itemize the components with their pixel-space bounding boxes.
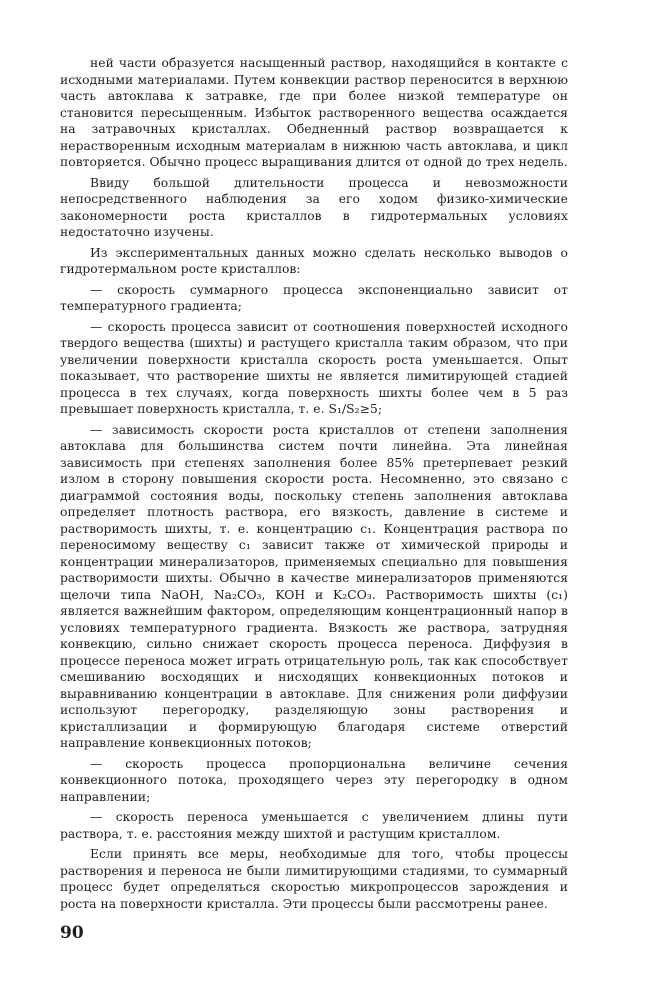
paragraph-9: Если принять все меры, необходимые для того, чтобы процессы растворения и переноса не были лимитирующими стадиями, то суммарный процесс будет определяться скоростью микропроцессов зарождения и роста на поверхности кристалла. Эти процессы были рассмотрены ранее. xyxy=(60,847,568,911)
paragraph-2: Ввиду большой длительности процесса и невозможности непосредственного наблюдения за его ходом физико-химические закономерности роста кристаллов в гидротермальных условиях недостаточно изучены. xyxy=(60,175,568,239)
page-number: 90 xyxy=(60,923,84,943)
paragraph-1: ней части образуется насыщенный раствор, находящийся в контакте с исходными материалами. Путем конвекции раствор переносится в верхнюю часть автоклава к затравке, где при более низкой температуре он становится пересыщенным. Избыток растворенного вещества осаждается на затравочных кристаллах. Обедненный раствор возвращается к нерастворенным исходным материалам в нижнюю часть автоклава, и цикл повторяется. Обычно процесс выращивания длится от одной до трех недель. xyxy=(60,56,568,169)
paragraph-3: Из экспериментальных данных можно сделать несколько выводов о гидротермальном росте кристаллов: xyxy=(60,245,568,276)
paragraph-5: — скорость процесса зависит от соотношения поверхностей исходного твердого вещества (шихты) и растущего кристалла таким образом, что при увеличении поверхности кристалла скорость роста уменьшается. Опыт показывает, что растворение шихты не является лимитирующей стадией процесса в тех случаях, когда поверхность шихты более чем в 5 раз превышает поверхность кристалла, т. е. S₁/S₂≥5; xyxy=(60,319,568,416)
book-page xyxy=(60,55,568,985)
paragraph-6: — зависимость скорости роста кристаллов от степени заполнения автоклава для большинства систем почти линейна. Эта линейная зависимость при степенях заполнения более 85% претерпевает резкий излом в сторону повышения скорости роста. Несомненно, это связано с диаграммой состояния воды, поскольку степень заполнения автоклава определяет плотность раствора, его вязкость, давление в системе и растворимость шихты, т. е. концентрацию c₁. Концентрация раствора по переносимому веществу c₁ зависит также от химической природы и концентрации минерализаторов, применяемых специально для повышения растворимости шихты. Обычно в качестве минерализаторов применяются щелочи типа NaOH, Na₂CO₃, KOH и K₂CO₃. Растворимость шихты (c₁) является важнейшим фактором, определяющим концентрационный напор в условиях температурного градиента. Вязкость же раствора, затрудняя конвекцию, сильно снижает скорость процесса переноса. Диффузия в процессе переноса может играть отрицательную роль, так как способствует смешиванию восходящих и нисходящих конвекционных потоков и выравниванию концентрации в автоклаве. Для снижения роли диффузии используют перегородку, разделяющую зоны растворения и кристаллизации и формирующую благодаря системе отверстий направление конвекционных потоков; xyxy=(60,422,568,750)
paragraph-8: — скорость переноса уменьшается с увеличением длины пути раствора, т. е. расстояния между шихтой и растущим кристаллом. xyxy=(60,810,568,841)
paragraph-7: — скорость процесса пропорциональна величине сечения конвекционного потока, проходящего через эту перегородку в одном направлении; xyxy=(60,756,568,804)
paragraph-4: — скорость суммарного процесса экспоненциально зависит от температурного градиента; xyxy=(60,282,568,313)
